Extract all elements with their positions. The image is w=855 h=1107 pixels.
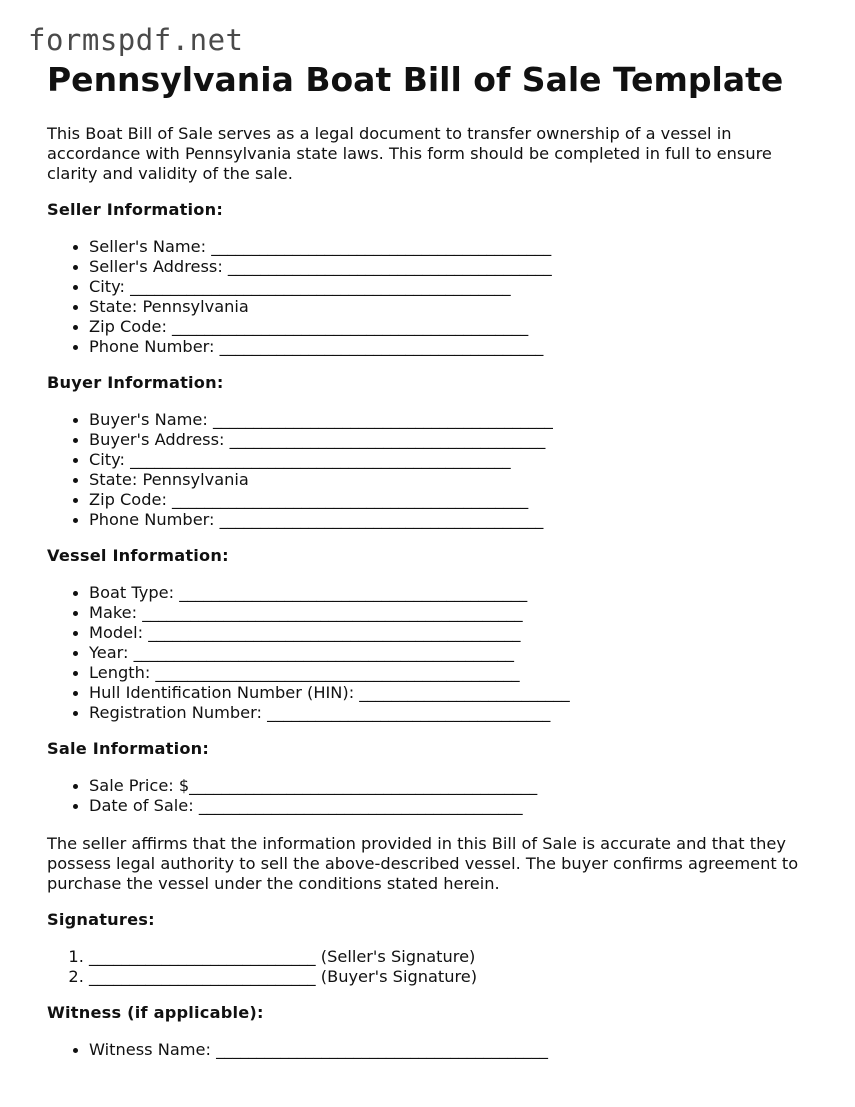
seller-state-field: • State: Pennsylvania bbox=[89, 297, 817, 317]
sale-heading: Sale Information: bbox=[47, 739, 210, 758]
buyer-city-field[interactable]: • City: _______________________________________________ bbox=[89, 450, 817, 470]
sale-price-field[interactable]: • Sale Price: $___________________________________________ bbox=[89, 776, 817, 796]
intro-paragraph: This Boat Bill of Sale serves as a legal document to transfer ownership of a vessel in accordance with Pennsylvania state laws. This form should be completed in full to ensure clarity and validity of the sale. bbox=[47, 124, 772, 183]
seller-signature-line[interactable]: 1. ____________________________ (Seller's Signature) bbox=[89, 947, 817, 967]
buyer-phone-field[interactable]: • Phone Number: ________________________________________ bbox=[89, 510, 817, 530]
signatures-section bbox=[47, 910, 817, 987]
document-page bbox=[47, 60, 817, 1060]
vessel-list bbox=[47, 583, 817, 723]
buyer-list bbox=[47, 410, 817, 530]
seller-list bbox=[47, 237, 817, 357]
registration-number-field[interactable]: • Registration Number: ___________________________________ bbox=[89, 703, 817, 723]
buyer-zip-field[interactable]: • Zip Code: ____________________________________________ bbox=[89, 490, 817, 510]
affirmation-paragraph: The seller affirms that the information provided in this Bill of Sale is accurate and that they possess legal authority to sell the above-described vessel. The buyer confirms agreement to purchase the vessel under the conditions stated herein. bbox=[47, 834, 799, 893]
seller-heading: Seller Information: bbox=[47, 200, 224, 219]
seller-phone-field[interactable]: • Phone Number: ________________________________________ bbox=[89, 337, 817, 357]
seller-city-field[interactable]: • City: _______________________________________________ bbox=[89, 277, 817, 297]
signatures-list bbox=[47, 947, 817, 987]
model-field[interactable]: • Model: ______________________________________________ bbox=[89, 623, 817, 643]
buyer-name-field[interactable]: • Buyer's Name: __________________________________________ bbox=[89, 410, 817, 430]
seller-address-field[interactable]: • Seller's Address: ________________________________________ bbox=[89, 257, 817, 277]
witness-name-field[interactable]: • Witness Name: _________________________________________ bbox=[89, 1040, 817, 1060]
buyer-heading: Buyer Information: bbox=[47, 373, 224, 392]
year-field[interactable]: • Year: _______________________________________________ bbox=[89, 643, 817, 663]
buyer-signature-line[interactable]: 2. ____________________________ (Buyer's Signature) bbox=[89, 967, 817, 987]
seller-zip-field[interactable]: • Zip Code: ____________________________________________ bbox=[89, 317, 817, 337]
sale-list bbox=[47, 776, 817, 816]
vessel-section bbox=[47, 546, 817, 723]
hin-field[interactable]: • Hull Identification Number (HIN): __________________________ bbox=[89, 683, 817, 703]
sale-section bbox=[47, 739, 817, 816]
length-field[interactable]: • Length: _____________________________________________ bbox=[89, 663, 817, 683]
watermark-text: formspdf.net bbox=[28, 23, 244, 57]
signatures-heading: Signatures: bbox=[47, 910, 155, 929]
witness-section bbox=[47, 1003, 817, 1060]
boat-type-field[interactable]: • Boat Type: ___________________________________________ bbox=[89, 583, 817, 603]
date-of-sale-field[interactable]: • Date of Sale: ________________________________________ bbox=[89, 796, 817, 816]
seller-section bbox=[47, 200, 817, 357]
page-title: Pennsylvania Boat Bill of Sale Template bbox=[47, 60, 784, 99]
vessel-heading: Vessel Information: bbox=[47, 546, 229, 565]
seller-name-field[interactable]: • Seller's Name: __________________________________________ bbox=[89, 237, 817, 257]
witness-list bbox=[47, 1040, 817, 1060]
buyer-section bbox=[47, 373, 817, 530]
buyer-address-field[interactable]: • Buyer's Address: _______________________________________ bbox=[89, 430, 817, 450]
buyer-state-field: • State: Pennsylvania bbox=[89, 470, 817, 490]
witness-heading: Witness (if applicable): bbox=[47, 1003, 264, 1022]
make-field[interactable]: • Make: _______________________________________________ bbox=[89, 603, 817, 623]
